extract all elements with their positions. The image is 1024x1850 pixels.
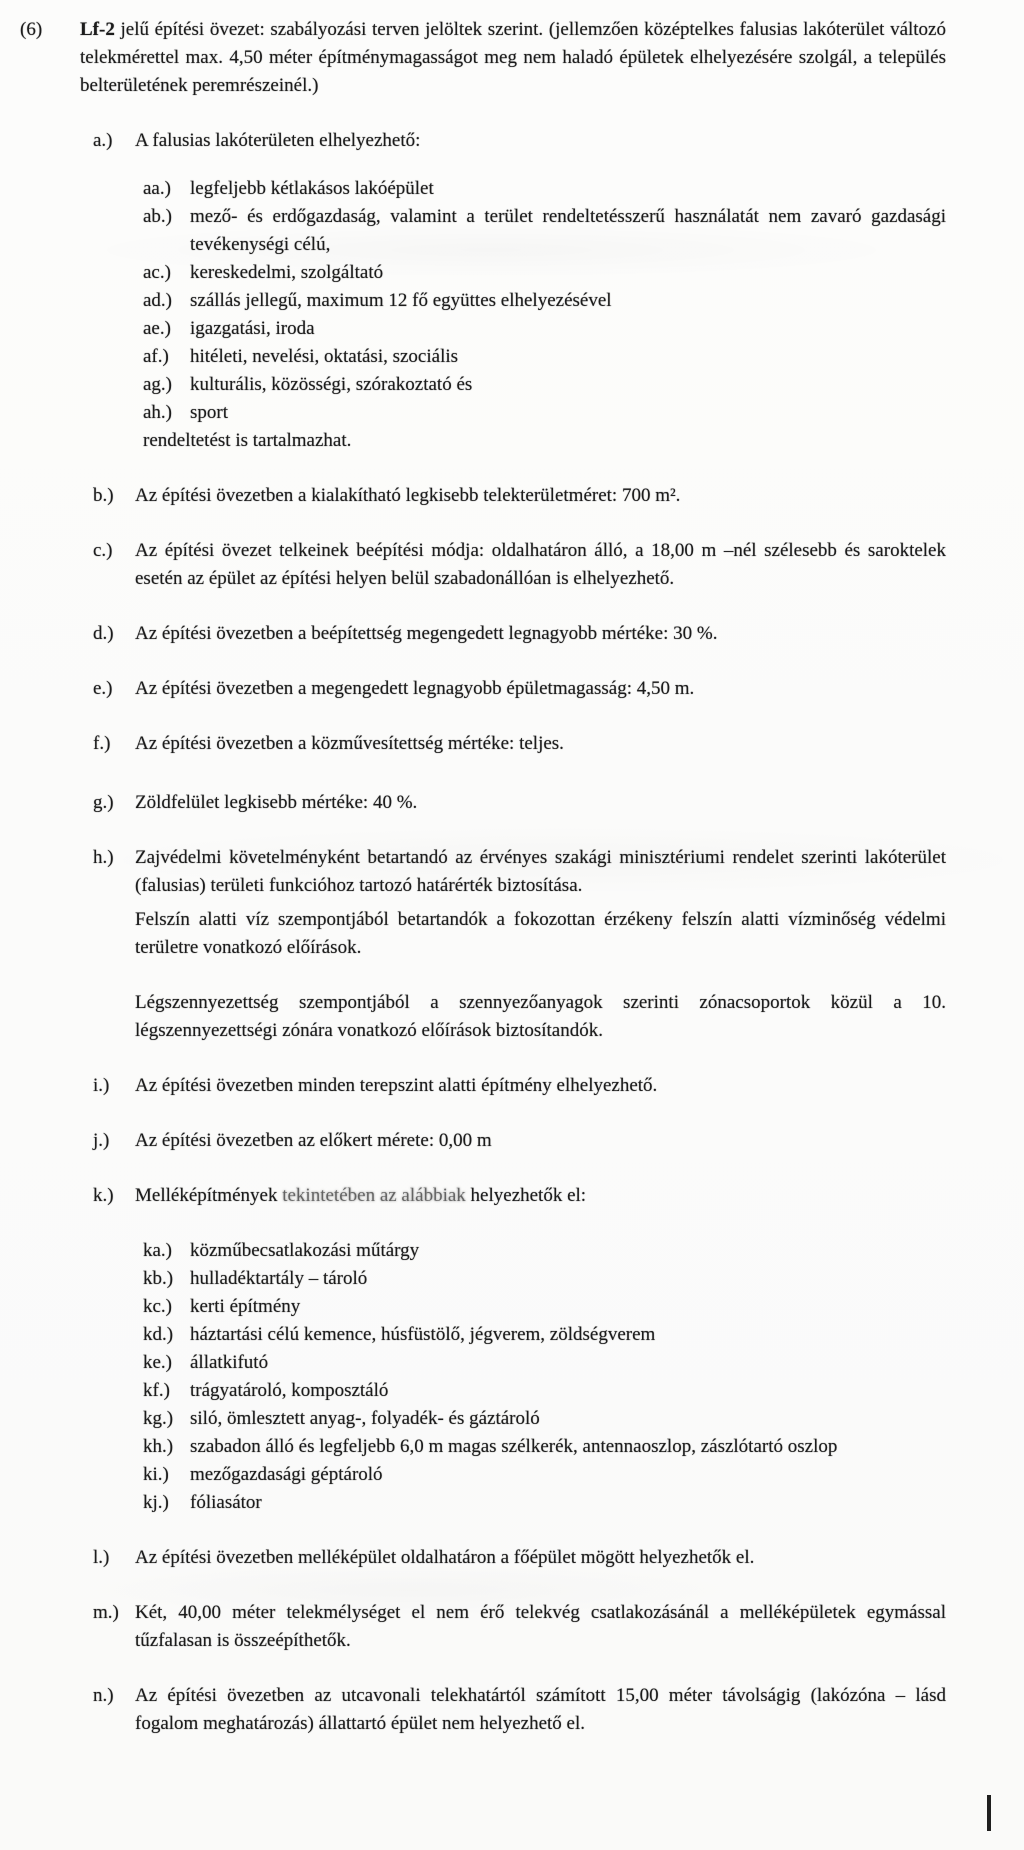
section-6-paragraph — [20, 16, 946, 100]
subitem-label: kj.) — [143, 1492, 169, 1513]
subitem-label: aa.) — [143, 178, 171, 199]
subitem-label: af.) — [143, 346, 169, 367]
subitem-kf — [143, 1377, 946, 1405]
paragraph-m — [93, 1599, 946, 1655]
item-text: Zajvédelmi követelményként betartandó az érvényes szakági minisztériumi rendelet szerinti lakóterület (falusias) területi funkcióhoz tartozó határérték biztosítása. — [135, 847, 946, 896]
item-text: Az építési övezetben a megengedett legnagyobb épületmagasság: 4,50 m. — [135, 678, 695, 699]
paragraph-l — [93, 1544, 946, 1572]
k-text-faded: tekintetében az alábbiak — [282, 1185, 466, 1206]
subitem-text: szabadon álló és legfeljebb 6,0 m magas szélkerék, antennaoszlop, zászlótartó oszlop — [190, 1436, 838, 1457]
subitem-af — [143, 343, 946, 371]
subitem-text: közműbecsatlakozási műtárgy — [190, 1240, 420, 1261]
item-text: Zöldfelület legkisebb mértéke: 40 %. — [135, 792, 418, 813]
paragraph-h-air — [135, 989, 946, 1045]
subitem-ag — [143, 371, 946, 399]
paragraph-h — [93, 844, 946, 900]
subitem-text: fóliasátor — [190, 1492, 262, 1513]
item-text: Az építési övezetben a kialakítható legkisebb telekterületméret: 700 m². — [135, 485, 681, 506]
item-label-a: a.) — [93, 130, 113, 151]
subitem-ki — [143, 1461, 946, 1489]
subitem-label: ke.) — [143, 1352, 173, 1373]
item-text: Az építési övezetben a közművesítettség mértéke: teljes. — [135, 733, 564, 754]
item-label-k: k.) — [93, 1185, 114, 1206]
paragraph-h-groundwater — [135, 906, 946, 962]
subitem-label: kb.) — [143, 1268, 174, 1289]
item-text-a: A falusias lakóterületen elhelyezhető: — [135, 130, 421, 151]
item-text: Az építési övezetben minden terepszint alatti építmény elhelyezhető. — [135, 1075, 658, 1096]
subitem-label: ae.) — [143, 318, 171, 339]
paragraph-k — [93, 1182, 946, 1210]
subitem-ae — [143, 315, 946, 343]
paragraph-c — [93, 537, 946, 593]
item-label: d.) — [93, 623, 114, 644]
subitem-ka — [143, 1237, 946, 1265]
paragraph-n — [93, 1682, 946, 1738]
subitem-text: mezőgazdasági géptároló — [190, 1464, 383, 1485]
subitem-label: ad.) — [143, 290, 173, 311]
paragraph-e — [93, 675, 946, 703]
subitem-text: legfeljebb kétlakásos lakóépület — [190, 178, 434, 199]
item-text: Az építési övezetben az előkert mérete: 0,00 m — [135, 1130, 492, 1151]
item-label: j.) — [93, 1130, 110, 1151]
subitem-label: kf.) — [143, 1380, 170, 1401]
subitem-label: kd.) — [143, 1324, 174, 1345]
subitem-text: kereskedelmi, szolgáltató — [190, 262, 384, 283]
item-text: Az építési övezet telkeinek beépítési módja: oldalhatáron álló, a 18,00 m –nél szélesebb és saroktelek esetén az épület az építési helyen belül szabadonállóan is elhelyezhető. — [135, 540, 946, 589]
subitem-label: ab.) — [143, 206, 173, 227]
item-label: b.) — [93, 485, 114, 506]
subitem-kh — [143, 1433, 946, 1461]
item-label: h.) — [93, 847, 114, 868]
subitem-ke — [143, 1349, 946, 1377]
item-label: n.) — [93, 1685, 114, 1706]
subitem-text: hitéleti, nevelési, oktatási, szociális — [190, 346, 459, 367]
zone-code: Lf-2 — [80, 19, 115, 40]
item-text-k — [135, 1182, 946, 1210]
item-text: Az építési övezetben melléképület oldalhatáron a főépület mögött helyezhetők el. — [135, 1547, 755, 1568]
subitem-kc — [143, 1293, 946, 1321]
subitem-ad — [143, 287, 946, 315]
subitem-ab — [143, 203, 946, 259]
subitem-text: hulladéktartály – tároló — [190, 1268, 368, 1289]
paragraph-b — [93, 482, 946, 510]
item-label: m.) — [93, 1602, 119, 1623]
subitem-ah — [143, 399, 946, 427]
subitem-aa — [143, 175, 946, 203]
item-label: i.) — [93, 1075, 110, 1096]
groundwater-text: Felszín alatti víz szempontjából betartandók a fokozottan érzékeny felszín alatti vízminőség védelmi területre vonatkozó előírások. — [135, 909, 946, 958]
paragraph-j — [93, 1127, 946, 1155]
subitem-label: kg.) — [143, 1408, 174, 1429]
item-label: l.) — [93, 1547, 110, 1568]
item-label: f.) — [93, 733, 111, 754]
paragraph-g — [93, 789, 946, 817]
paragraph-i — [93, 1072, 946, 1100]
section-number: (6) — [20, 19, 43, 40]
section-intro-text — [80, 16, 946, 100]
closing-note-text: rendeltetést is tartalmazhat. — [143, 430, 352, 451]
item-label: e.) — [93, 678, 113, 699]
subitem-kb — [143, 1265, 946, 1293]
k-text-pre: Melléképítmények — [135, 1185, 283, 1206]
subitem-kg — [143, 1405, 946, 1433]
subitem-label: kc.) — [143, 1296, 173, 1317]
intro-body: jelű építési övezet: szabályozási terven jelöltek szerint. (jellemzően középtelkes falusias lakóterület változó telekmérettel max. 4,50 méter építménymagasságot meg nem haladó épületek elhelyezésére szolgál, a település belterületének peremrészeinél.) — [80, 19, 946, 96]
paragraph-f — [93, 730, 946, 758]
subitem-label: ah.) — [143, 402, 173, 423]
paragraph-d — [93, 620, 946, 648]
subitem-label: ac.) — [143, 262, 171, 283]
subitem-text: kulturális, közösségi, szórakoztató és — [190, 374, 473, 395]
k-text-post: helyezhetők el: — [465, 1185, 587, 1206]
item-label: c.) — [93, 540, 113, 561]
subitem-text: sport — [190, 402, 228, 423]
subitem-text: háztartási célú kemence, húsfüstölő, jégverem, zöldségverem — [190, 1324, 656, 1345]
subitem-closing-note — [143, 427, 946, 455]
item-text: Az építési övezetben a beépítettség megengedett legnagyobb mértéke: 30 %. — [135, 623, 718, 644]
item-label: g.) — [93, 792, 114, 813]
subitem-label: kh.) — [143, 1436, 174, 1457]
subitem-text: trágyatároló, komposztáló — [190, 1380, 389, 1401]
subitem-text: mező- és erdőgazdaság, valamint a terület rendeltetésszerű használatát nem zavaró gazdasági tevékenységi célú, — [190, 206, 946, 255]
subitem-label: ag.) — [143, 374, 173, 395]
subitem-kj — [143, 1489, 946, 1517]
subitem-text: állatkifutó — [190, 1352, 269, 1373]
paragraph-a — [93, 127, 946, 155]
air-pollution-text: Légszennyezettség szempontjából a szennyezőanyagok szerinti zónacsoportok közül a 10. légszennyezettségi zónára vonatkozó előírások biztosítandók. — [135, 992, 946, 1041]
subitem-kd — [143, 1321, 946, 1349]
item-text: Az építési övezetben az utcavonali telekhatártól számított 15,00 méter távolságig (lakózóna – lásd fogalom meghatározás) állattartó épület nem helyezhető el. — [135, 1685, 946, 1734]
subitem-text: szállás jellegű, maximum 12 fő együttes elhelyezésével — [190, 290, 612, 311]
revision-mark — [987, 1795, 991, 1831]
subitem-ac — [143, 259, 946, 287]
subitem-text: kerti építmény — [190, 1296, 301, 1317]
subitem-label: ki.) — [143, 1464, 169, 1485]
subitem-text: siló, ömlesztett anyag-, folyadék- és gáztároló — [190, 1408, 540, 1429]
subitem-text: igazgatási, iroda — [190, 318, 315, 339]
item-text: Két, 40,00 méter telekmélységet el nem érő telekvég csatlakozásánál a melléképületek egymással tűzfalasan is összeépíthetők. — [135, 1602, 946, 1651]
subitem-label: ka.) — [143, 1240, 173, 1261]
